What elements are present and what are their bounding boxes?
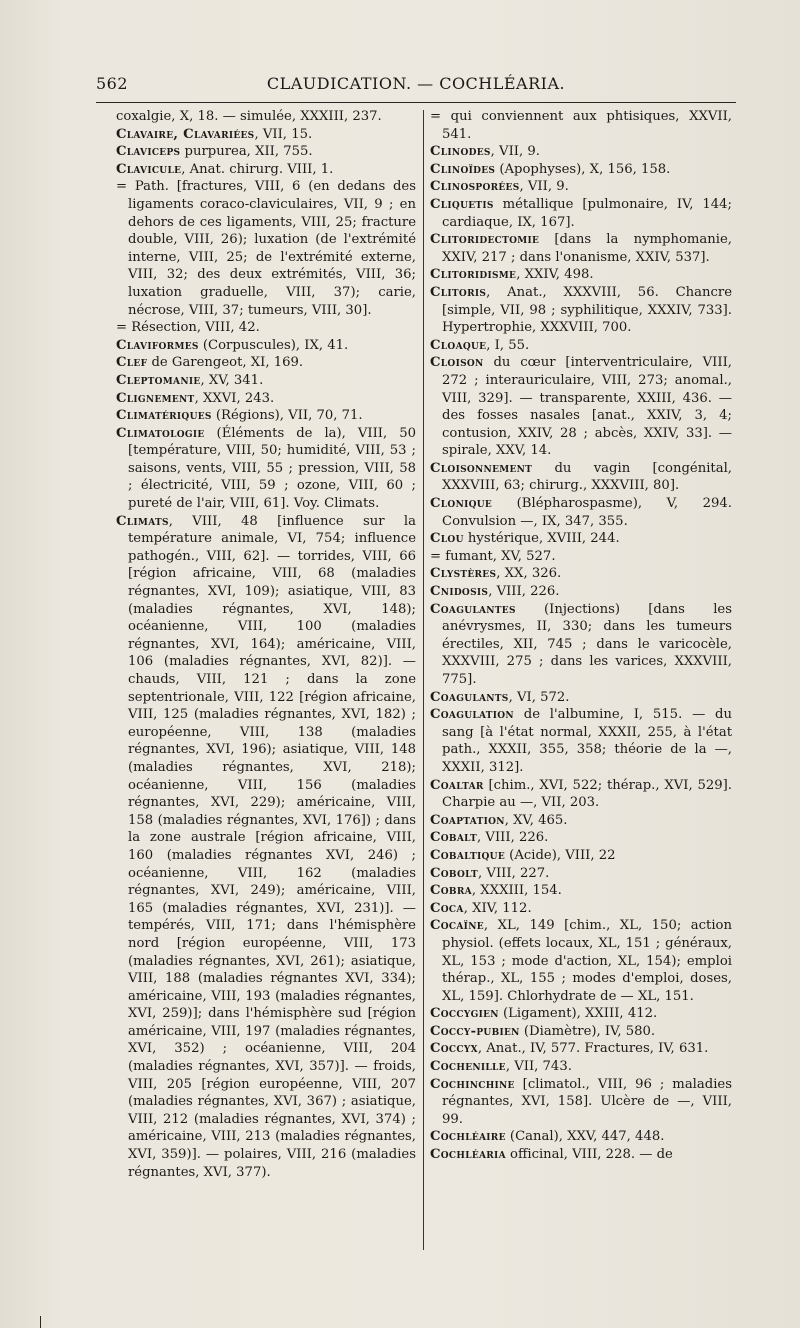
entry-headword: Clitoridectomie bbox=[430, 232, 540, 248]
index-entry bbox=[430, 108, 732, 143]
entry-text: [chim., XVI, 522; thérap., XVI, 529]. Charpie au —, VII, 203. bbox=[442, 777, 732, 811]
index-entry bbox=[430, 143, 732, 161]
entry-headword: Coagulantes bbox=[430, 601, 516, 617]
entry-headword: Clou bbox=[430, 531, 464, 547]
index-entry bbox=[430, 583, 732, 601]
index-entry bbox=[430, 1005, 732, 1023]
entry-headword: Cochinchine bbox=[430, 1076, 515, 1092]
entry-text: (Diamètre), IV, 580. bbox=[519, 1023, 656, 1039]
entry-headword: Clavaire, Clavariées bbox=[116, 126, 255, 142]
entry-headword: Cnidosis bbox=[430, 584, 489, 600]
index-entry bbox=[430, 196, 732, 231]
entry-text: = Path. [fractures, VIII, 6 (en dedans des ligaments coraco-claviculaires, VII, 9 ; en dehors de ces ligaments, VIII, 25; fracture double, VIII, 26); luxation (de l'extrémité interne, VIII, 25; de l'extrémité externe, VIII, 32; des deux extrémités, VIII, 36; luxation graduelle, VIII, 37); carie, nécrose, VIII, 37; tumeurs, VIII, 30]. bbox=[116, 179, 416, 318]
entry-headword: Clinodes bbox=[430, 144, 491, 160]
header-rule bbox=[96, 102, 736, 103]
index-entry bbox=[116, 108, 416, 126]
entry-text: , VI, 572. bbox=[508, 689, 570, 705]
entry-headword: Cochléaire bbox=[430, 1129, 506, 1145]
index-entry bbox=[430, 548, 732, 566]
entry-headword: Clitoris bbox=[430, 284, 487, 300]
index-entry bbox=[430, 161, 732, 179]
entry-headword: Clitoridisme bbox=[430, 267, 517, 283]
entry-text: , VII, 15. bbox=[254, 126, 313, 142]
entry-headword: Cobaltique bbox=[430, 847, 505, 863]
index-entry bbox=[430, 337, 732, 355]
entry-text: , XXVI, 243. bbox=[194, 390, 275, 406]
running-title: CLAUDICATION. — COCHLÉARIA. bbox=[266, 74, 566, 93]
entry-text: (Apophyses), X, 156, 158. bbox=[495, 161, 671, 177]
index-entry bbox=[430, 812, 732, 830]
entry-text: , VIII, 226. bbox=[477, 830, 549, 846]
index-entry bbox=[430, 266, 732, 284]
entry-text: = fumant, XV, 527. bbox=[430, 548, 556, 564]
entry-text: , VII, 9. bbox=[490, 144, 540, 160]
column-divider bbox=[423, 110, 424, 1250]
entry-text: , XV, 465. bbox=[504, 812, 568, 828]
index-entry bbox=[116, 126, 416, 144]
entry-headword: Claviformes bbox=[116, 337, 199, 353]
entry-headword: Cocaïne bbox=[430, 918, 484, 934]
entry-text: , XXIV, 498. bbox=[516, 267, 594, 283]
entry-text: , VIII, 226. bbox=[488, 584, 560, 600]
entry-text: métallique [pulmonaire, IV, 144; cardiaque, IX, 167]. bbox=[442, 196, 732, 230]
index-entry bbox=[116, 178, 416, 319]
index-entry bbox=[430, 777, 732, 812]
entry-text: (Blépharospasme), V, 294. Convulsion —, IX, 347, 355. bbox=[442, 496, 732, 529]
entry-text: de Garengeot, XI, 169. bbox=[147, 355, 304, 371]
entry-text: du vagin [congénital, XXXVIII, 63; chirurg., XXXVIII, 80]. bbox=[442, 460, 732, 494]
index-entry bbox=[116, 390, 416, 408]
index-entry bbox=[430, 706, 732, 776]
entry-headword: Clonique bbox=[430, 496, 493, 512]
entry-text: , Anat., XXXVIII, 56. Chancre [simple, VII, 98 ; syphilitique, XXXIV, 733]. Hypertrophie, XXXVIII, 700. bbox=[442, 284, 732, 336]
entry-headword: Coccy-pubien bbox=[430, 1023, 520, 1039]
entry-text: (Ligament), XXIII, 412. bbox=[498, 1006, 658, 1022]
entry-text: , VII, 743. bbox=[505, 1059, 572, 1075]
entry-headword: Coagulants bbox=[430, 689, 509, 705]
entry-headword: Clignement bbox=[116, 390, 195, 406]
index-entry bbox=[430, 917, 732, 1005]
entry-text: , XX, 326. bbox=[496, 566, 562, 582]
entry-text: , XIV, 112. bbox=[463, 900, 532, 916]
entry-headword: Climatologie bbox=[116, 425, 205, 441]
entry-headword: Coccyx bbox=[430, 1041, 478, 1057]
entry-headword: Cloaque bbox=[430, 337, 487, 353]
entry-headword: Cloisonnement bbox=[430, 460, 533, 476]
entry-text: officinal, VIII, 228. — de bbox=[505, 1147, 673, 1163]
entry-text: (Régions), VII, 70, 71. bbox=[211, 408, 363, 424]
entry-text: purpurea, XII, 755. bbox=[180, 144, 313, 160]
entry-headword: Cobalt bbox=[430, 830, 478, 846]
entry-text: (Acide), VIII, 22 bbox=[504, 847, 616, 863]
entry-headword: Cobra bbox=[430, 883, 472, 899]
index-entry bbox=[430, 847, 732, 865]
index-entry bbox=[430, 354, 732, 460]
right-column bbox=[430, 108, 732, 1164]
entry-headword: Cochenille bbox=[430, 1059, 506, 1075]
entry-headword: Cochléaria bbox=[430, 1147, 506, 1163]
page-header bbox=[96, 74, 736, 98]
index-entry bbox=[430, 530, 732, 548]
entry-headword: Cloison bbox=[430, 355, 484, 371]
entry-headword: Cleptomanie bbox=[116, 372, 201, 388]
entry-text: coxalgie, X, 18. — simulée, XXXIII, 237. bbox=[116, 109, 382, 124]
entry-headword: Coaltar bbox=[430, 777, 484, 793]
index-entry bbox=[116, 161, 416, 179]
entry-headword: Climatériques bbox=[116, 408, 212, 424]
index-entry bbox=[116, 425, 416, 513]
left-column bbox=[116, 108, 416, 1181]
index-entry bbox=[116, 143, 416, 161]
entry-headword: Clinosporées bbox=[430, 179, 520, 195]
entry-text: (Canal), XXV, 447, 448. bbox=[505, 1129, 665, 1145]
entry-text: , XL, 149 [chim., XL, 150; action physiol. (effets locaux, XL, 151 ; généraux, XL, 153 ; mode d'action, XL, 154); emploi thérap., XL, 155 ; modes d'emploi, doses, XL, 159]. Chlorhydrate de — XL, 151. bbox=[442, 918, 732, 1004]
index-entry bbox=[430, 231, 732, 266]
entry-text: , Anat., IV, 577. Fractures, IV, 631. bbox=[477, 1041, 709, 1057]
entry-text: , VIII, 48 [influence sur la température animale, VI, 754; influence pathogén., VIII, 62]. — torrides, VIII, 66 [région africaine, VIII, 68 (maladies régnantes, XVI, 109); asiatique, VIII, 83 (maladies régnantes, XVI, 148); océanienne, VIII, 100 (maladies régnantes, XVI, 164); américaine, VIII, 106 (maladies régnantes, XVI, 82)]. — chauds, VIII, 121 ; dans la zone septentrionale, VIII, 122 [région africaine, VIII, 125 (maladies régnantes, XVI, 182) ; européenne, VIII, 138 (maladies régnantes, XVI, 196); asiatique, VIII, 148 (maladies régnantes, XVI, 218); océanienne, VIII, 156 (maladies régnantes, XVI, 229); américaine, VIII, 158 (maladies régnantes, XVI, 176]) ; dans la zone australe [région africaine, VIII, 160 (maladies régnantes XVI, 246) ; océanienne, VIII, 162 (maladies régnantes, XVI, 249); américaine, VIII, 165 (maladies régnantes, XVI, 231)]. — tempérés, VIII, 171; dans l'hémisphère nord [région européenne, VIII, 173 (maladies régnantes, XVI, 261); asiatique, VIII, 188 (maladies régnantes XVI, 334); américaine, VIII, 193 (maladies régnantes, XVI, 259)]; dans l'hémisphère sud [région américaine, VIII, 197 (maladies régnantes, XVI, 352) ; océanienne, VIII, 204 (maladies régnantes, XVI, 357)]. — froids, VIII, 205 [région européenne, VIII, 207 (maladies régnantes, XVI, 367) ; asiatique, VIII, 212 (maladies régnantes, XVI, 374) ; américaine, VIII, 213 (maladies régnantes, XVI, 359)]. — polaires, VIII, 216 (maladies régnantes, XVI, 377). bbox=[128, 513, 416, 1180]
index-entry bbox=[430, 900, 732, 918]
entry-text: , VII, 9. bbox=[519, 179, 569, 195]
entry-text: , XXXIII, 154. bbox=[471, 883, 562, 899]
index-entry bbox=[430, 284, 732, 337]
entry-headword: Coca bbox=[430, 900, 464, 916]
index-entry bbox=[116, 513, 416, 1182]
entry-text: , VIII, 227. bbox=[478, 865, 550, 881]
margin-mark bbox=[40, 1316, 41, 1328]
entry-headword: Clef bbox=[116, 355, 148, 371]
index-entry bbox=[430, 882, 732, 900]
index-entry bbox=[430, 178, 732, 196]
entry-text: , I, 55. bbox=[486, 337, 530, 353]
index-entry bbox=[430, 829, 732, 847]
entry-text: = Résection, VIII, 42. bbox=[116, 320, 260, 336]
index-entry bbox=[116, 372, 416, 390]
entry-text: de l'albumine, I, 515. — du sang [à l'état normal, XXXII, 255, à l'état path., XXXII, 355, 358; théorie de la —, XXXII, 312]. bbox=[442, 707, 732, 775]
entry-text: (Corpuscules), IX, 41. bbox=[198, 337, 349, 353]
index-entry bbox=[430, 1146, 732, 1164]
index-entry bbox=[116, 319, 416, 337]
entry-headword: Coagulation bbox=[430, 707, 514, 723]
entry-headword: Cliquetis bbox=[430, 196, 494, 212]
index-entry bbox=[430, 495, 732, 530]
index-entry bbox=[430, 1128, 732, 1146]
entry-text: , XV, 341. bbox=[200, 372, 264, 388]
entry-text: = qui conviennent aux phtisiques, XXVII, 541. bbox=[430, 109, 732, 142]
index-entry bbox=[430, 1023, 732, 1041]
entry-text: (Éléments de la), VIII, 50 [température, VIII, 50; humidité, VIII, 53 ; saisons, vents, VIII, 55 ; pression, VIII, 58 ; électricité, VIII, 59 ; ozone, VIII, 60 ; pureté de l'air, VIII, 61]. Voy. Climats. bbox=[128, 425, 416, 512]
entry-text: [climatol., VIII, 96 ; maladies régnantes, XVI, 158]. Ulcère de —, VIII, 99. bbox=[442, 1076, 732, 1127]
entry-headword: Coccygien bbox=[430, 1006, 499, 1022]
index-entry bbox=[430, 601, 732, 689]
index-entry bbox=[430, 1058, 732, 1076]
index-entry bbox=[116, 407, 416, 425]
index-entry bbox=[430, 1076, 732, 1129]
entry-headword: Cobolt bbox=[430, 865, 479, 881]
index-entry bbox=[116, 354, 416, 372]
entry-text: (Injections) [dans les anévrysmes, II, 330; dans les tumeurs érectiles, XII, 745 ; dans le varicocèle, XXXVIII, 275 ; dans les varices, XXXVIII, 775]. bbox=[442, 601, 732, 687]
index-entry bbox=[430, 689, 732, 707]
index-entry bbox=[430, 865, 732, 883]
index-entry bbox=[116, 337, 416, 355]
entry-headword: Clavicule bbox=[116, 161, 182, 177]
entry-text: hystérique, XVIII, 244. bbox=[463, 531, 620, 547]
entry-headword: Clystères bbox=[430, 566, 497, 582]
entry-text: [dans la nymphomanie, XXIV, 217 ; dans l'onanisme, XXIV, 537]. bbox=[442, 232, 732, 265]
entry-text: du cœur [interventriculaire, VIII, 272 ; interauriculaire, VIII, 273; anomal., VIII, 329]. — transparente, XXIII, 436. — des fosses nasales [anat., XXIV, 3, 4; contusion, XXIV, 28 ; abcès, XXIV, 33]. — spirale, XXV, 14. bbox=[442, 355, 732, 459]
entry-text: , Anat. chirurg. VIII, 1. bbox=[181, 161, 334, 177]
index-entry bbox=[430, 565, 732, 583]
entry-headword: Clinoïdes bbox=[430, 161, 496, 177]
index-entry bbox=[430, 1040, 732, 1058]
entry-headword: Claviceps bbox=[116, 144, 181, 160]
page-number: 562 bbox=[96, 74, 129, 93]
index-entry bbox=[430, 460, 732, 495]
entry-headword: Coaptation bbox=[430, 812, 505, 828]
entry-headword: Climats bbox=[116, 513, 169, 529]
